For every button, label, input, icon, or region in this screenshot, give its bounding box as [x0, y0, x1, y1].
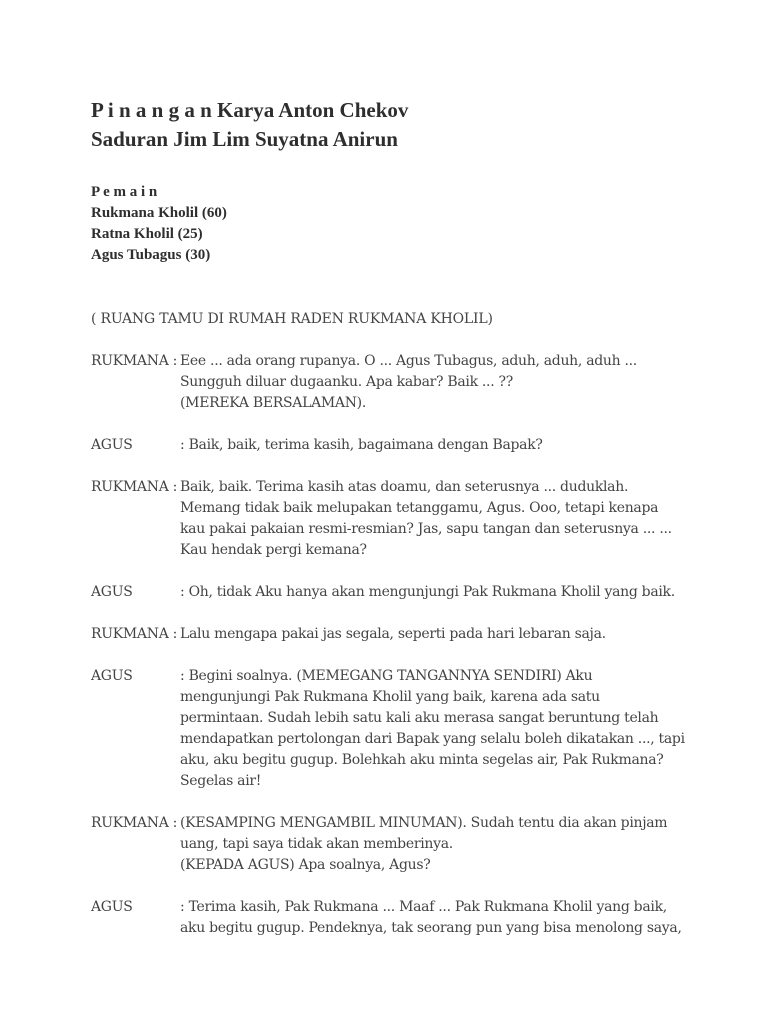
dialog-line: Kau hendak pergi kemana?	[180, 542, 367, 558]
dialog-line: permintaan. Sudah lebih satu kali aku merasa sangat beruntung telah	[180, 710, 659, 726]
speaker-label: AGUS	[91, 584, 133, 600]
dialog-line: : Oh, tidak Aku hanya akan mengunjungi Pak Rukmana Kholil yang baik.	[180, 584, 675, 600]
dialog-line: : Terima kasih, Pak Rukmana ... Maaf ... Pak Rukmana Kholil yang baik,	[180, 899, 667, 915]
dialog-line: kau pakai pakaian resmi-resmian? Jas, sapu tangan dan seterusnya ... ...	[180, 521, 672, 537]
dialog-line: (MEREKA BERSALAMAN).	[180, 395, 366, 411]
speaker-label: AGUS	[91, 668, 133, 684]
cast-member: Rukmana Kholil (60)	[91, 205, 227, 221]
speaker-label: RUKMANA :	[91, 479, 178, 495]
title-line-2: Saduran Jim Lim Suyatna Anirun	[91, 127, 398, 151]
dialog-line: aku begitu gugup. Pendeknya, tak seorang pun yang bisa menolong saya,	[180, 920, 682, 936]
dialog-entry	[91, 813, 691, 876]
dialog-line: aku, aku begitu gugup. Bolehkah aku minta segelas air, Pak Rukmana?	[180, 752, 664, 768]
dialog-line: Baik, baik. Terima kasih atas doamu, dan seterusnya ... duduklah.	[180, 479, 629, 495]
dialog-entry	[91, 477, 691, 561]
speaker-label: AGUS	[91, 437, 133, 453]
speaker-label: AGUS	[91, 899, 133, 915]
dialog-line: mendapatkan pertolongan dari Bapak yang selalu boleh dikatakan ..., tapi	[180, 731, 685, 747]
speaker-label: RUKMANA :	[91, 626, 178, 642]
title-line-1: P i n a n g a n Karya Anton Chekov	[91, 98, 409, 122]
dialog-line: mengunjungi Pak Rukmana Kholil yang baik, karena ada satu	[180, 689, 600, 705]
cast-heading: P e m a i n	[91, 184, 158, 200]
dialog-line: uang, tapi saya tidak akan memberinya.	[180, 836, 453, 852]
dialog-line: Memang tidak baik melupakan tetanggamu, Agus. Ooo, tetapi kenapa	[180, 500, 659, 516]
cast-list	[91, 182, 691, 266]
dialog-line: Eee ... ada orang rupanya. O ... Agus Tubagus, aduh, aduh, aduh ...	[180, 353, 637, 369]
cast-member: Agus Tubagus (30)	[91, 247, 211, 263]
dialog-line: Lalu mengapa pakai jas segala, seperti pada hari lebaran saja.	[180, 626, 606, 642]
dialog-line: (KEPADA AGUS) Apa soalnya, Agus?	[180, 857, 431, 873]
dialog-line: Segelas air!	[180, 773, 262, 789]
stage-direction: ( RUANG TAMU DI RUMAH RADEN RUKMANA KHOLIL)	[91, 311, 493, 327]
dialog-line: : Baik, baik, terima kasih, bagaimana dengan Bapak?	[180, 437, 543, 453]
dialog-block	[91, 351, 691, 939]
dialog-entry	[91, 624, 691, 645]
dialog-entry	[91, 582, 691, 603]
dialog-entry	[91, 435, 691, 456]
dialog-entry	[91, 897, 691, 939]
speaker-label: RUKMANA :	[91, 815, 178, 831]
document-page	[91, 96, 691, 939]
dialog-line: Sungguh diluar dugaanku. Apa kabar? Baik ... ??	[180, 374, 513, 390]
dialog-line: (KESAMPING MENGAMBIL MINUMAN). Sudah tentu dia akan pinjam	[180, 815, 668, 831]
dialog-entry	[91, 351, 691, 414]
dialog-line: : Begini soalnya. (MEMEGANG TANGANNYA SENDIRI) Aku	[180, 668, 593, 684]
dialog-entry	[91, 666, 691, 792]
cast-member: Ratna Kholil (25)	[91, 226, 203, 242]
speaker-label: RUKMANA :	[91, 353, 178, 369]
document-title	[91, 96, 691, 154]
